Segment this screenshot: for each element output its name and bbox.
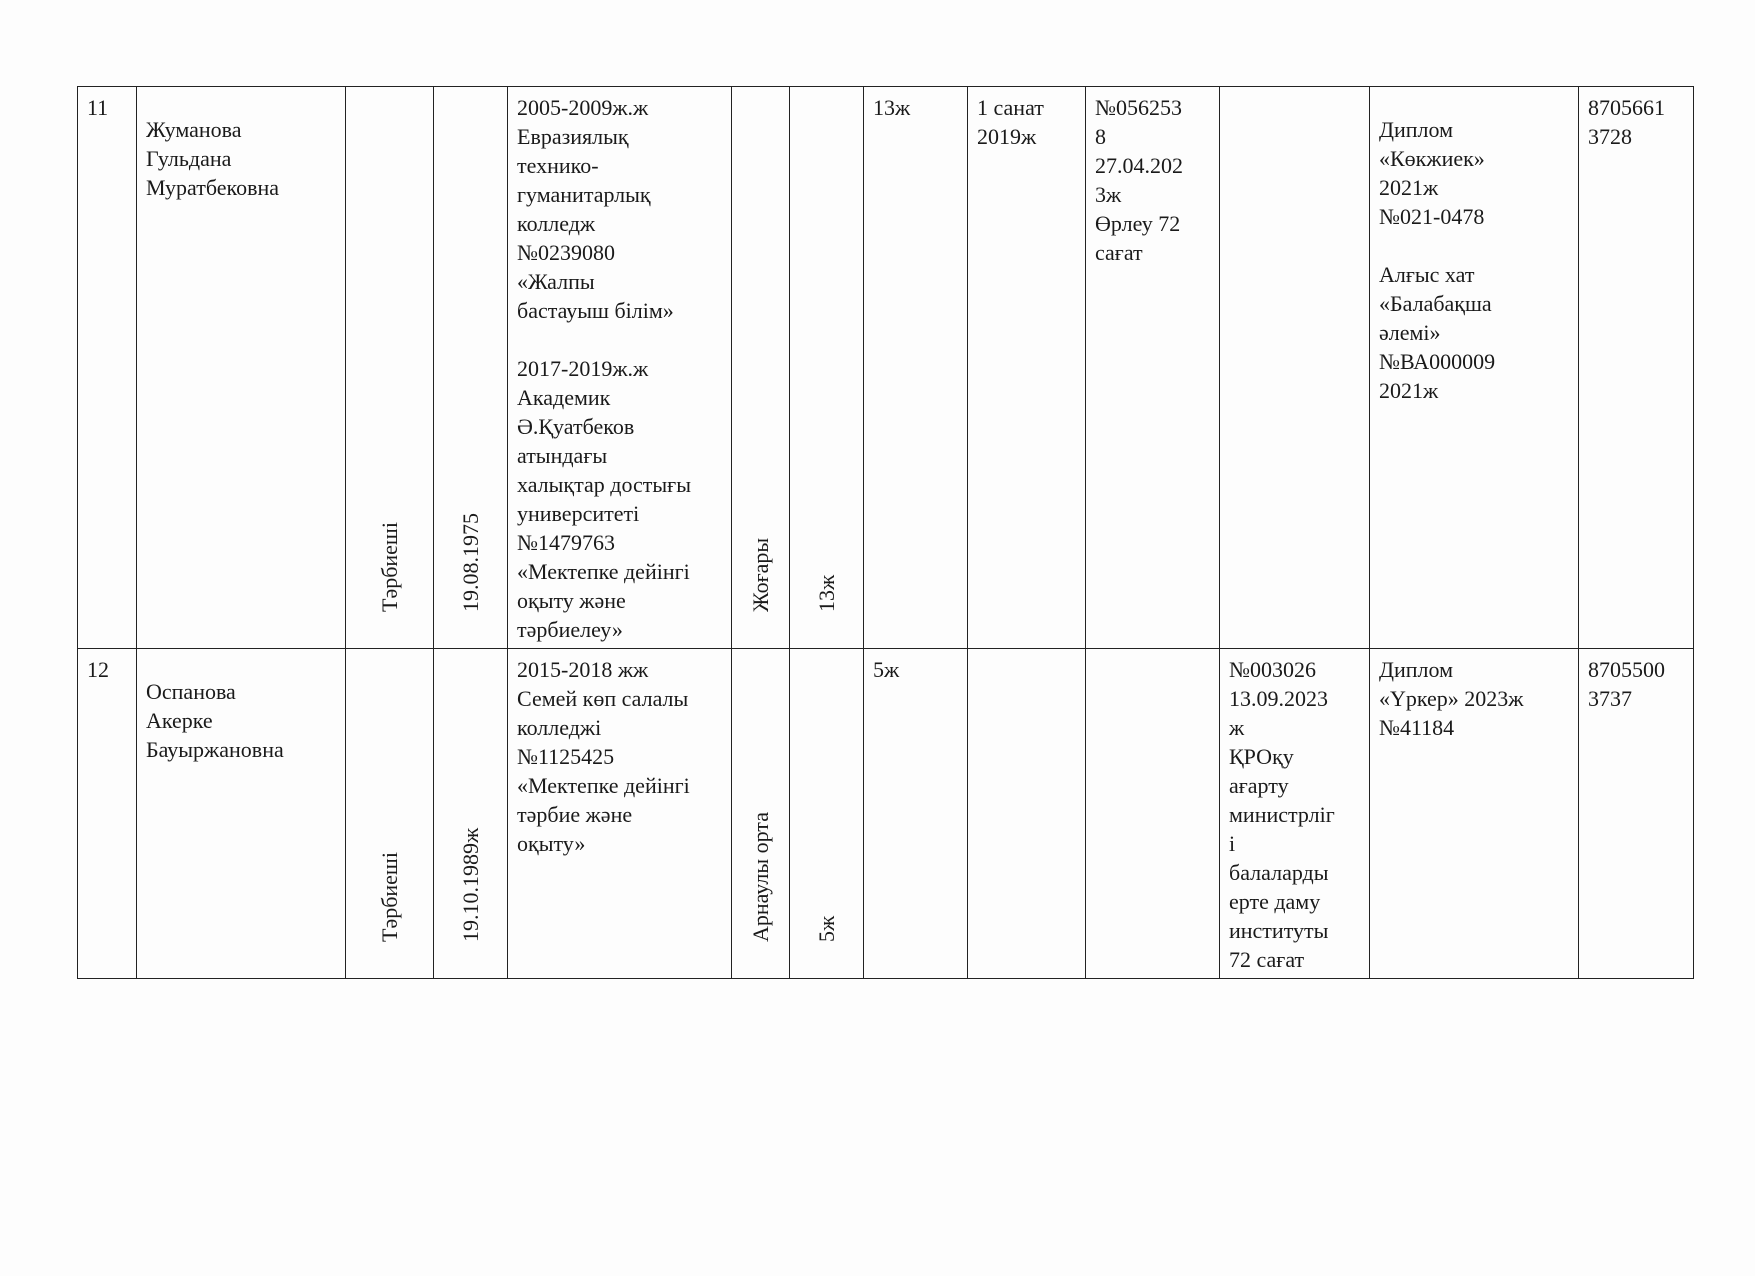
position-cell xyxy=(346,649,434,979)
table-row xyxy=(78,87,1694,649)
position: Тәрбиеші xyxy=(376,852,402,942)
birth-date: 19.08.1975 xyxy=(457,513,483,612)
birth-date: 19.10.1989ж xyxy=(457,827,483,942)
birth-date-cell xyxy=(434,649,508,979)
position: Тәрбиеші xyxy=(376,522,402,612)
experience-cell xyxy=(790,87,864,649)
education-level: Жоғары xyxy=(747,537,773,612)
row-number-cell xyxy=(78,87,137,649)
courses-cell: №056253 8 27.04.202 3ж Өрлеу 72 сағат xyxy=(1086,87,1220,649)
award-record-1: Диплом «Көкжиек» 2021ж №021-0478 xyxy=(1379,117,1485,229)
awards-cell xyxy=(1370,87,1579,649)
education-cell xyxy=(508,87,732,649)
row-number: 12 xyxy=(87,657,109,682)
courses-2-cell: №003026 13.09.2023 ж ҚРОқу ағарту министрліг і балаларды ерте даму институты 72 сағат xyxy=(1220,649,1370,979)
education-level: Арнаулы орта xyxy=(747,812,773,942)
education-level-cell xyxy=(732,649,790,979)
table-row xyxy=(78,649,1694,979)
full-name-cell xyxy=(137,649,346,979)
birth-date-cell xyxy=(434,87,508,649)
full-name-cell xyxy=(137,87,346,649)
category-cell: 1 санат 2019ж xyxy=(968,87,1086,649)
full-name: Жуманова Гульдана Муратбековна xyxy=(146,117,279,200)
total-experience: 13ж xyxy=(873,95,911,120)
full-name: Оспанова Акерке Бауыржановна xyxy=(146,679,284,762)
education-record-1: 2005-2009ж.ж Евразиялық технико- гуманитарлық колледж №0239080 «Жалпы бастауыш білім» xyxy=(517,95,674,323)
total-experience: 5ж xyxy=(873,657,900,682)
phone-cell: 8705661 3728 xyxy=(1579,87,1694,649)
staff-table xyxy=(77,86,1694,979)
education-record-1: 2015-2018 жж Семей көп салалы колледжі №1125425 «Мектепке дейінгі тәрбие және оқыту» xyxy=(517,657,690,856)
phone-cell: 8705500 3737 xyxy=(1579,649,1694,979)
row-number: 11 xyxy=(87,95,109,120)
award-record-2: Алғыс хат «Балабақша әлемі» №ВА000009 2021ж xyxy=(1379,262,1496,403)
experience-cell xyxy=(790,649,864,979)
education-cell xyxy=(508,649,732,979)
education-level-cell xyxy=(732,87,790,649)
education-record-2: 2017-2019ж.ж Академик Ә.Қуатбеков атындағы халықтар достығы университеті №1479763 «Мектепке дейінгі оқыту және тәрбиелеу» xyxy=(517,356,691,642)
experience-years: 5ж xyxy=(813,915,839,942)
courses-cell xyxy=(1086,649,1220,979)
total-experience-cell xyxy=(864,87,968,649)
position-cell xyxy=(346,87,434,649)
row-number-cell xyxy=(78,649,137,979)
total-experience-cell xyxy=(864,649,968,979)
awards-cell: Диплом «Үркер» 2023ж №41184 xyxy=(1370,649,1579,979)
experience-years: 13ж xyxy=(813,574,839,612)
courses-2-cell xyxy=(1220,87,1370,649)
category-cell xyxy=(968,649,1086,979)
